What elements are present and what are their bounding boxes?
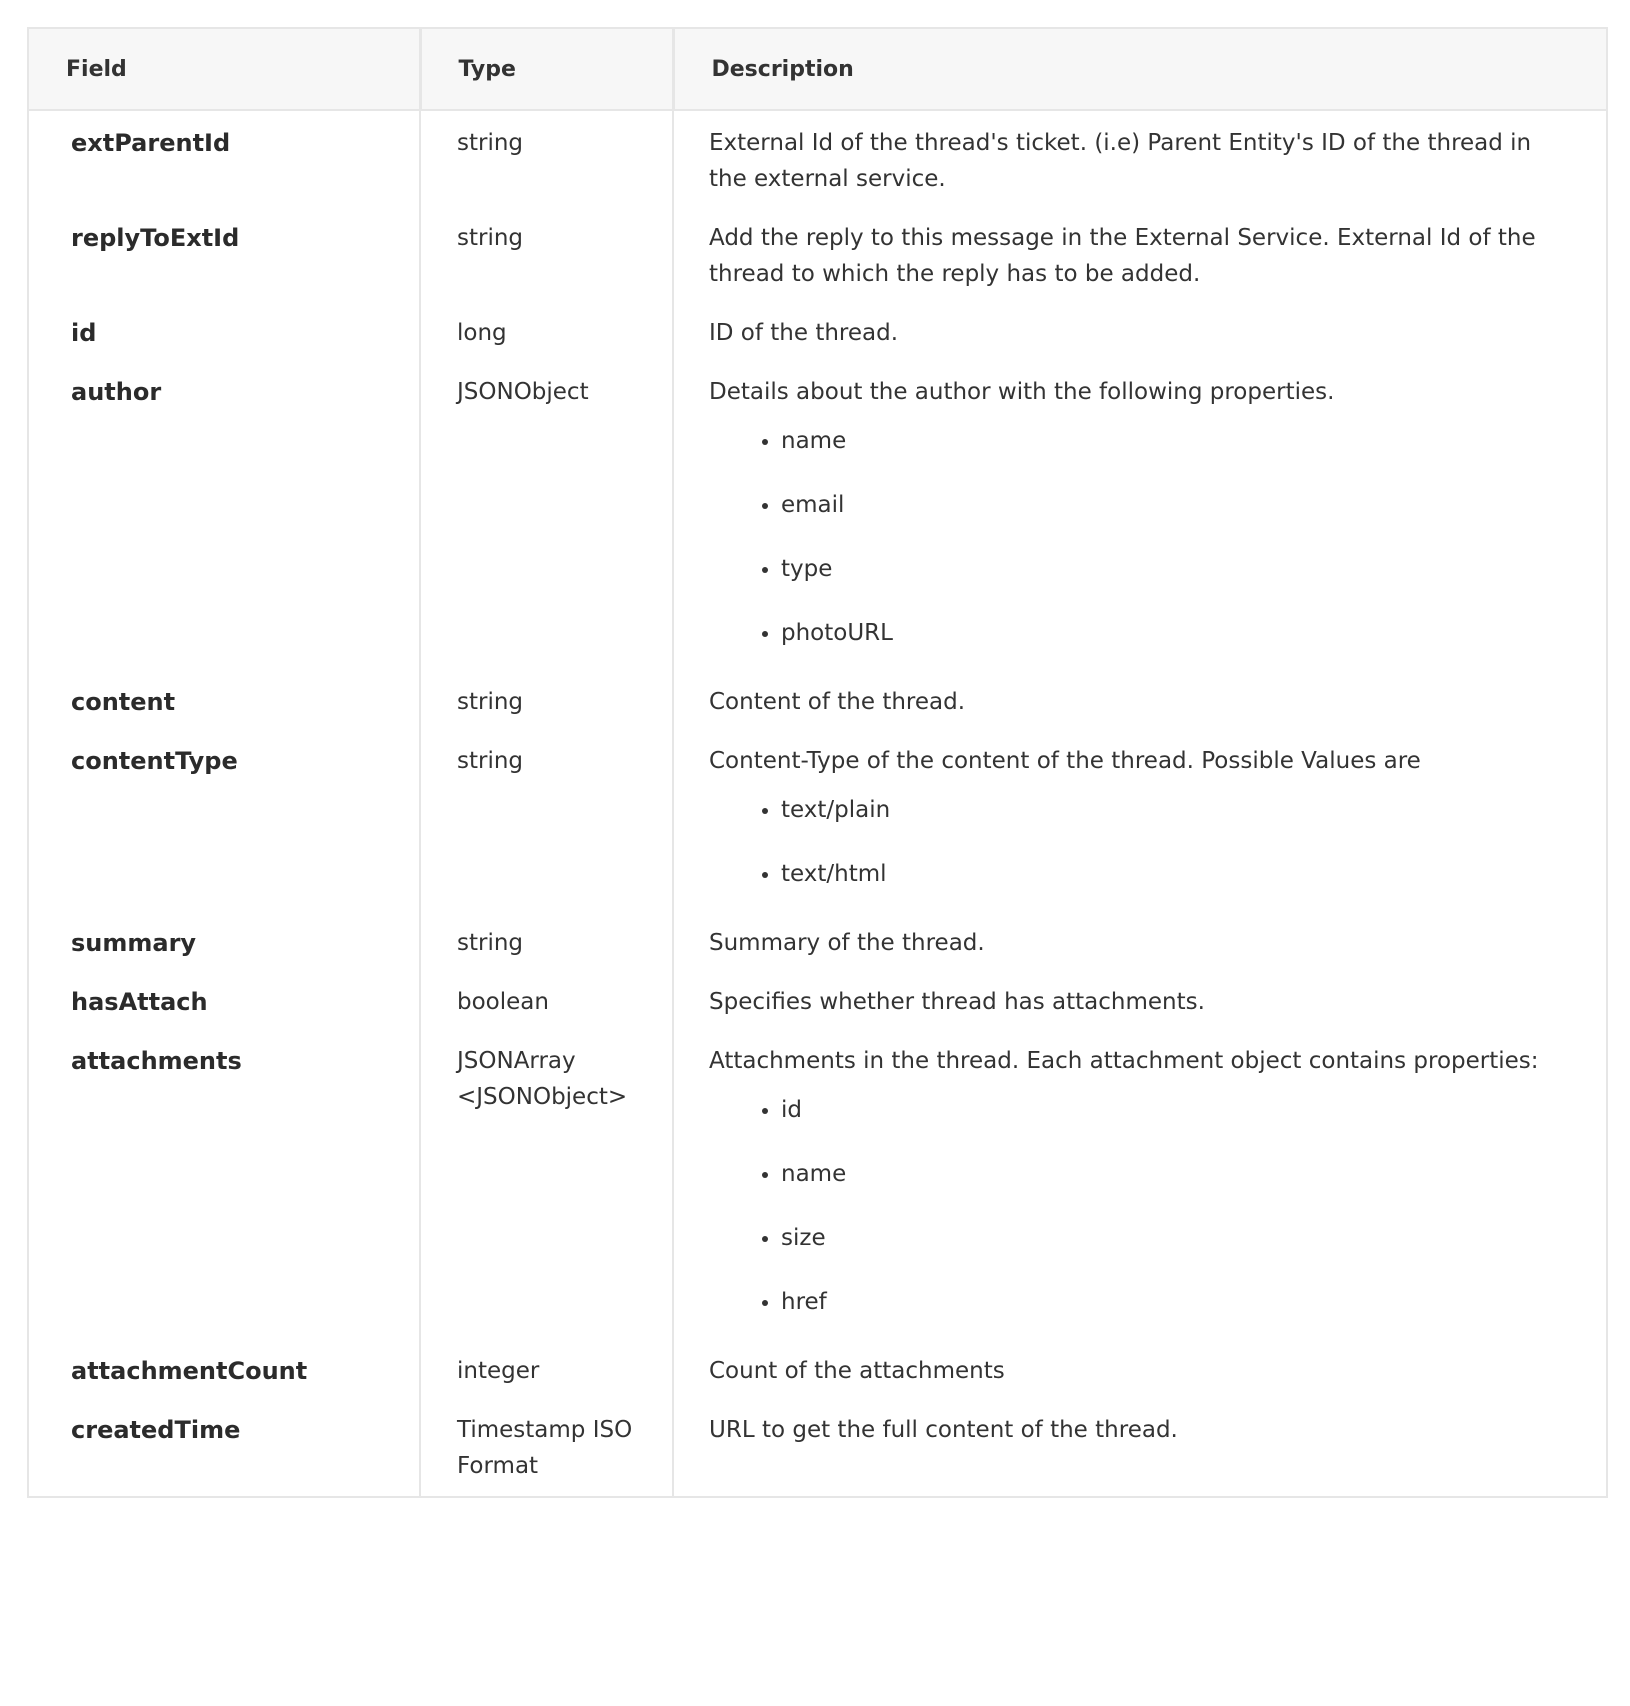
- property-list-item: • email: [781, 487, 1566, 523]
- table-row: [28, 1402, 1607, 1497]
- field-description-cell: [673, 1343, 1607, 1402]
- table-row: [28, 915, 1607, 974]
- api-fields-table: [27, 27, 1608, 1498]
- property-list-item: • text/html: [781, 856, 1566, 892]
- field-type: Timestamp ISO Format: [420, 1402, 673, 1497]
- property-list-item: • photoURL: [781, 615, 1566, 651]
- field-type: string: [420, 210, 673, 305]
- field-description-cell: [673, 974, 1607, 1033]
- field-description: Content of the thread.: [709, 689, 966, 715]
- field-description: Specifies whether thread has attachments.: [709, 989, 1205, 1015]
- field-name: content: [28, 674, 420, 733]
- field-name: replyToExtId: [28, 210, 420, 305]
- api-fields-table-container: [27, 27, 1606, 1498]
- field-description: Details about the author with the following properties.: [709, 379, 1335, 405]
- field-name: extParentId: [28, 110, 420, 210]
- field-description: ID of the thread.: [709, 320, 899, 346]
- header-field: Field: [28, 28, 420, 110]
- field-type: boolean: [420, 974, 673, 1033]
- property-list: [709, 792, 1566, 892]
- field-name: author: [28, 364, 420, 674]
- property-list-item: • href: [781, 1284, 1566, 1320]
- field-description-cell: [673, 1402, 1607, 1497]
- field-description-cell: [673, 1033, 1607, 1343]
- property-list-item: • size: [781, 1220, 1566, 1256]
- table-row: [28, 210, 1607, 305]
- field-description: Attachments in the thread. Each attachment object contains properties:: [709, 1048, 1539, 1074]
- field-description: Count of the attachments: [709, 1358, 1005, 1384]
- field-description-cell: [673, 915, 1607, 974]
- field-name: id: [28, 305, 420, 364]
- property-list-item: • id: [781, 1092, 1566, 1128]
- field-name: attachments: [28, 1033, 420, 1343]
- property-list-item: • text/plain: [781, 792, 1566, 828]
- field-description: Add the reply to this message in the External Service. External Id of the thread to which the reply has to be added.: [709, 225, 1536, 287]
- property-list: [709, 1092, 1566, 1320]
- field-description-cell: [673, 210, 1607, 305]
- table-row: [28, 733, 1607, 915]
- field-name: attachmentCount: [28, 1343, 420, 1402]
- property-list: [709, 423, 1566, 651]
- field-description-cell: [673, 364, 1607, 674]
- field-type: long: [420, 305, 673, 364]
- table-body: [28, 110, 1607, 1497]
- field-name: hasAttach: [28, 974, 420, 1033]
- header-row: [28, 28, 1607, 110]
- field-type: string: [420, 915, 673, 974]
- table-row: [28, 364, 1607, 674]
- field-type: JSONArray <JSONObject>: [420, 1033, 673, 1343]
- field-description: Summary of the thread.: [709, 930, 985, 956]
- header-description: Description: [673, 28, 1607, 110]
- property-list-item: • name: [781, 423, 1566, 459]
- header-type: Type: [420, 28, 673, 110]
- table-row: [28, 305, 1607, 364]
- field-description: External Id of the thread's ticket. (i.e) Parent Entity's ID of the thread in the external service.: [709, 130, 1532, 192]
- field-description-cell: [673, 674, 1607, 733]
- field-description-cell: [673, 110, 1607, 210]
- property-list-item: • name: [781, 1156, 1566, 1192]
- field-type: string: [420, 674, 673, 733]
- field-type: JSONObject: [420, 364, 673, 674]
- table-header: [28, 28, 1607, 110]
- table-row: [28, 674, 1607, 733]
- property-list-item: • type: [781, 551, 1566, 587]
- field-name: createdTime: [28, 1402, 420, 1497]
- field-type: integer: [420, 1343, 673, 1402]
- table-row: [28, 1033, 1607, 1343]
- table-row: [28, 110, 1607, 210]
- field-description-cell: [673, 305, 1607, 364]
- field-description: URL to get the full content of the thread.: [709, 1417, 1178, 1443]
- field-name: contentType: [28, 733, 420, 915]
- field-description: Content-Type of the content of the thread. Possible Values are: [709, 748, 1421, 774]
- field-type: string: [420, 110, 673, 210]
- field-name: summary: [28, 915, 420, 974]
- field-description-cell: [673, 733, 1607, 915]
- table-row: [28, 974, 1607, 1033]
- field-type: string: [420, 733, 673, 915]
- table-row: [28, 1343, 1607, 1402]
